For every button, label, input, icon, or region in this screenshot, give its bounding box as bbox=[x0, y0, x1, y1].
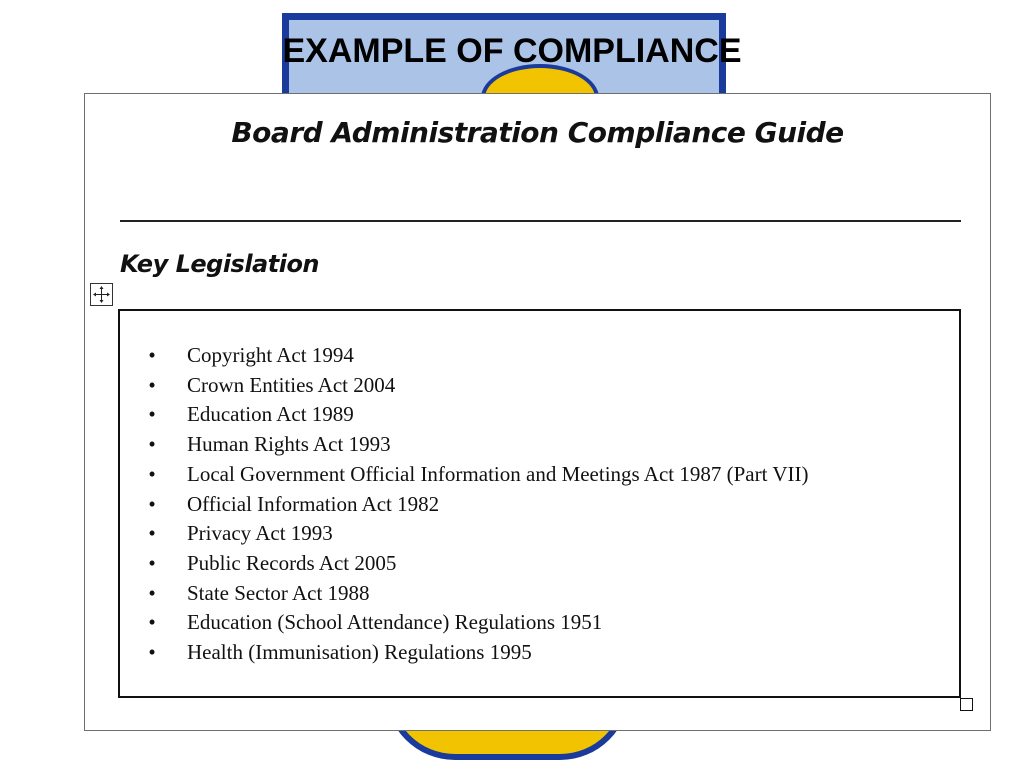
legislation-list bbox=[147, 341, 808, 668]
legislation-item-label: Health (Immunisation) Regulations 1995 bbox=[187, 640, 532, 665]
bullet-icon: • bbox=[148, 580, 156, 605]
legislation-item-label: Local Government Official Information and Meetings Act 1987 (Part VII) bbox=[187, 461, 809, 486]
bullet-icon: • bbox=[148, 343, 156, 367]
legislation-item-label: Official Information Act 1982 bbox=[187, 491, 440, 516]
list-item bbox=[147, 638, 808, 668]
legislation-item-label: State Sector Act 1988 bbox=[187, 580, 370, 605]
bullet-icon: • bbox=[148, 610, 156, 635]
bullet-icon: • bbox=[148, 521, 156, 546]
bullet-icon: • bbox=[148, 461, 156, 486]
legislation-item-label: Public Records Act 2005 bbox=[187, 550, 397, 575]
list-item bbox=[147, 341, 808, 371]
bullet-icon: • bbox=[148, 491, 156, 516]
list-item bbox=[147, 549, 808, 579]
document-page bbox=[84, 93, 991, 731]
slide-title: EXAMPLE OF COMPLIANCE bbox=[282, 32, 742, 70]
resize-handle-icon[interactable] bbox=[960, 698, 973, 711]
list-item bbox=[147, 371, 808, 401]
legislation-item-label: Education Act 1989 bbox=[187, 402, 354, 427]
list-item bbox=[147, 608, 808, 638]
list-item bbox=[147, 519, 808, 549]
bullet-icon: • bbox=[148, 372, 156, 397]
list-item bbox=[147, 400, 808, 430]
section-heading: Key Legislation bbox=[120, 250, 320, 278]
legislation-item-label: Human Rights Act 1993 bbox=[187, 432, 391, 457]
list-item bbox=[147, 490, 808, 520]
document-title: Board Administration Compliance Guide bbox=[231, 116, 844, 149]
bullet-icon: • bbox=[148, 402, 156, 427]
legislation-item-label: Privacy Act 1993 bbox=[187, 521, 333, 546]
bullet-icon: • bbox=[148, 640, 156, 665]
list-item bbox=[147, 579, 808, 609]
list-item bbox=[147, 460, 808, 490]
legislation-item-label: Crown Entities Act 2004 bbox=[187, 372, 396, 397]
bullet-icon: • bbox=[148, 550, 156, 575]
bullet-icon: • bbox=[148, 432, 156, 457]
legislation-item-label: Education (School Attendance) Regulations 1951 bbox=[187, 610, 603, 635]
legislation-table[interactable] bbox=[118, 309, 961, 698]
legislation-item-label: Copyright Act 1994 bbox=[187, 343, 354, 367]
list-item bbox=[147, 430, 808, 460]
title-divider bbox=[120, 220, 961, 222]
move-icon[interactable] bbox=[90, 283, 113, 306]
